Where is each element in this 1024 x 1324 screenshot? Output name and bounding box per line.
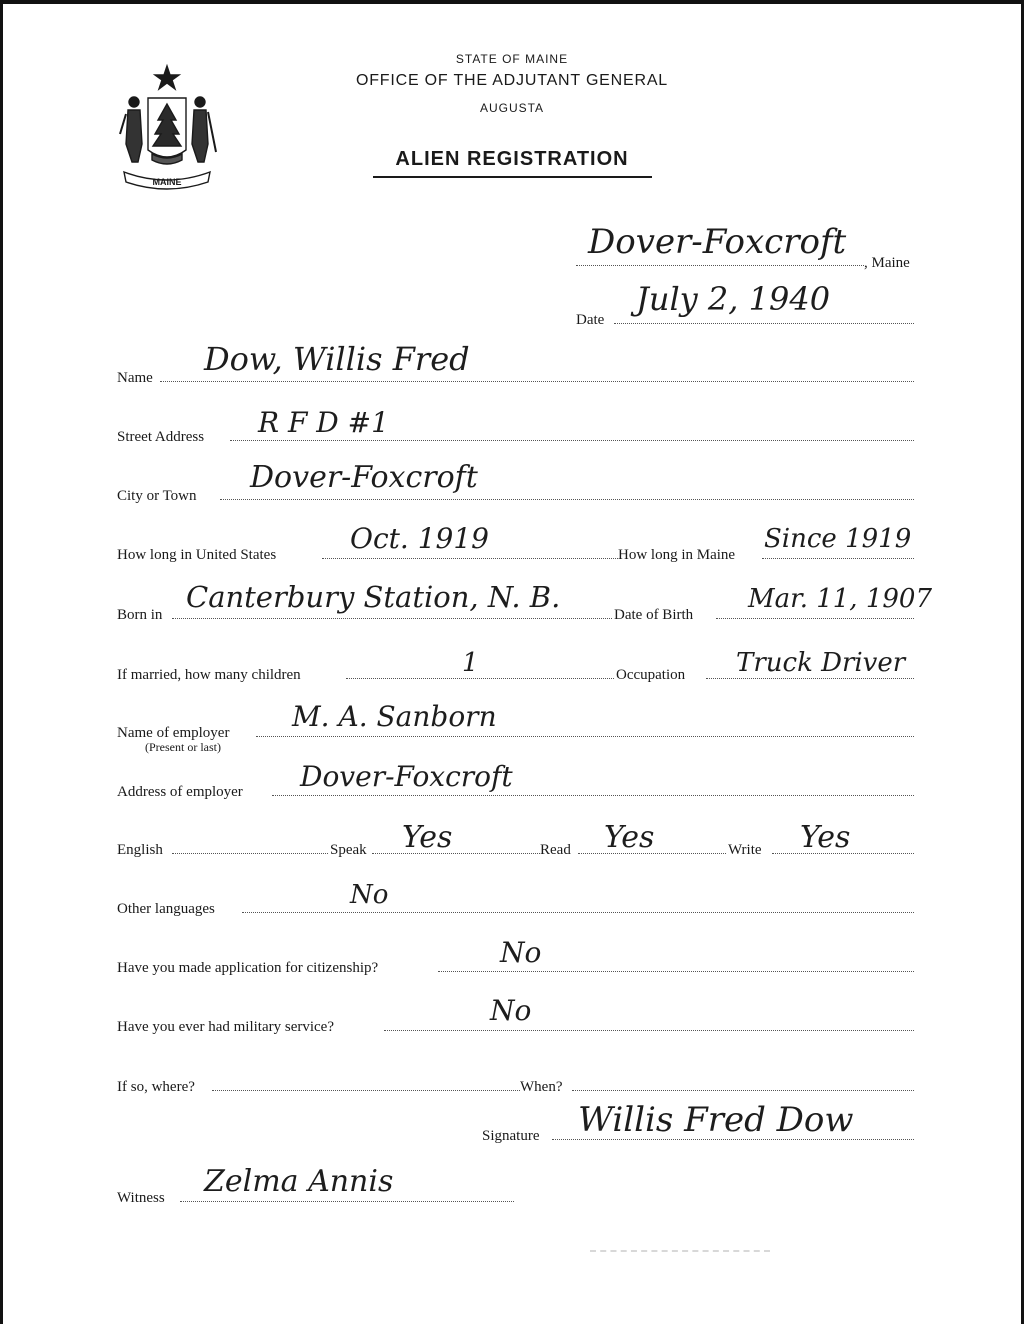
- how-long-maine-value: Since 1919: [764, 524, 912, 554]
- speak-value: Yes: [402, 820, 453, 855]
- how-long-us-label: How long in United States: [117, 547, 277, 563]
- married-label: If married, how many children: [117, 667, 301, 683]
- employer-address-label: Address of employer: [117, 784, 243, 800]
- married-line: [346, 678, 614, 679]
- witness-value: Zelma Annis: [204, 1164, 394, 1199]
- employer-note: (Present or last): [145, 740, 221, 754]
- name-label: Name: [117, 370, 153, 386]
- street-value: R F D #1: [258, 406, 389, 439]
- english-line: [172, 853, 328, 854]
- other-languages-value: No: [350, 880, 389, 910]
- citizenship-line: [438, 971, 914, 972]
- if-so-where-label: If so, where?: [117, 1079, 195, 1095]
- occupation-label: Occupation: [616, 667, 686, 683]
- military-line: [384, 1030, 914, 1031]
- town-value: Dover-Foxcroft: [588, 222, 847, 262]
- signature-value: Willis Fred Dow: [578, 1100, 854, 1140]
- born-in-value: Canterbury Station, N. B.: [186, 580, 561, 614]
- form-title: ALIEN REGISTRATION: [395, 148, 629, 170]
- signature-label: Signature: [482, 1128, 540, 1144]
- date-value: July 2, 1940: [636, 280, 831, 318]
- how-long-maine-line: [762, 558, 914, 559]
- name-value: Dow, Willis Fred: [204, 340, 470, 378]
- city-heading: AUGUSTA: [479, 101, 545, 115]
- witness-line: [180, 1201, 514, 1202]
- write-value: Yes: [800, 820, 851, 855]
- born-in-line: [172, 618, 612, 619]
- employer-address-line: [272, 795, 914, 796]
- date-label: Date: [576, 312, 605, 328]
- other-languages-line: [242, 912, 914, 913]
- title-underline: [373, 176, 652, 178]
- dob-value: Mar. 11, 1907: [748, 584, 933, 614]
- military-label: Have you ever had military service?: [117, 1019, 334, 1035]
- street-line: [230, 440, 914, 441]
- speak-line: [372, 853, 540, 854]
- city-value: Dover-Foxcroft: [250, 460, 478, 495]
- city-label: City or Town: [117, 488, 197, 504]
- dob-label: Date of Birth: [614, 607, 694, 623]
- born-in-label: Born in: [117, 607, 163, 623]
- when-line: [572, 1090, 914, 1091]
- employer-address-value: Dover-Foxcroft: [300, 760, 513, 793]
- faint-scan-mark: [590, 1244, 770, 1252]
- scan-border-top: [0, 0, 1024, 4]
- if-so-where-line: [212, 1090, 520, 1091]
- date-line: [614, 323, 914, 324]
- occupation-value: Truck Driver: [736, 648, 906, 678]
- military-value: No: [490, 994, 532, 1027]
- citizenship-label: Have you made application for citizenship?: [117, 960, 379, 976]
- read-value: Yes: [604, 820, 655, 855]
- witness-label: Witness: [117, 1190, 165, 1206]
- how-long-us-value: Oct. 1919: [350, 522, 489, 555]
- maine-label: , Maine: [864, 255, 910, 271]
- write-label: Write: [728, 842, 762, 858]
- employer-label: Name of employer: [117, 725, 230, 741]
- citizenship-value: No: [500, 936, 542, 969]
- children-value: 1: [462, 648, 479, 678]
- how-long-us-line: [322, 558, 618, 559]
- town-line: [576, 265, 864, 266]
- seal-banner-text: MAINE: [152, 177, 182, 187]
- when-label: When?: [520, 1079, 563, 1095]
- english-label: English: [117, 842, 163, 858]
- state-heading: STATE OF MAINE: [455, 52, 569, 66]
- office-heading: OFFICE OF THE ADJUTANT GENERAL: [355, 72, 669, 89]
- employer-line: [256, 736, 914, 737]
- name-line: [160, 381, 914, 382]
- dob-line: [716, 618, 914, 619]
- employer-value: M. A. Sanborn: [292, 700, 497, 733]
- scan-border-left: [0, 0, 3, 1324]
- occupation-line: [706, 678, 914, 679]
- read-label: Read: [540, 842, 571, 858]
- speak-label: Speak: [330, 842, 367, 858]
- how-long-maine-label: How long in Maine: [618, 547, 736, 563]
- other-languages-label: Other languages: [117, 901, 215, 917]
- street-label: Street Address: [117, 429, 205, 445]
- city-line: [220, 499, 914, 500]
